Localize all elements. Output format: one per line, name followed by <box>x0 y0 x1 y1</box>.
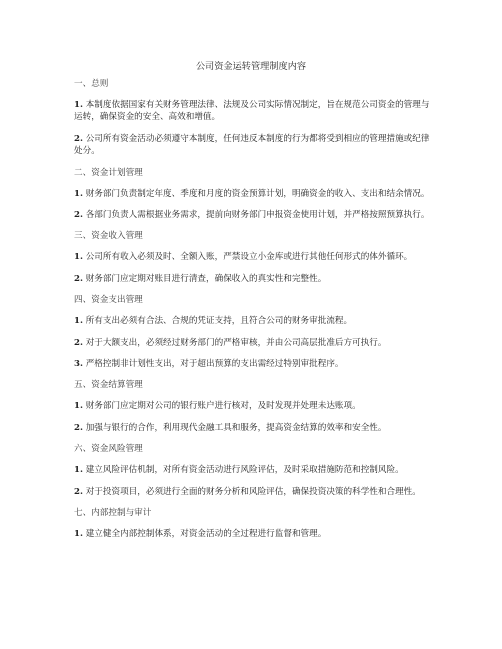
section-heading: 六、资金风险管理 <box>74 444 143 455</box>
item-number: 1. <box>74 465 83 476</box>
item-text: 财务部门应定期对公司的银行账户进行核对，及时发现并处理未达账项。 <box>82 401 361 412</box>
paragraph <box>74 464 434 476</box>
item-number: 1. <box>74 401 83 412</box>
section-heading: 一、总则 <box>74 79 109 89</box>
paragraph <box>74 422 434 434</box>
item-number: 1. <box>74 252 83 263</box>
item-number: 2. <box>74 273 83 284</box>
paragraph <box>74 358 434 370</box>
item-number: 1. <box>74 316 83 327</box>
paragraph <box>74 528 434 540</box>
section-heading: 三、资金收入管理 <box>74 231 143 242</box>
document-title: 公司资金运转管理制度内容 <box>195 61 307 72</box>
item-number: 2. <box>74 337 83 348</box>
item-text: 财务部门负责制定年度、季度和月度的资金预算计划，明确资金的收入、支出和结余情况。 <box>82 188 430 199</box>
item-text: 公司所有收入必须及时、全额入账，严禁设立小金库或进行其他任何形式的体外循环。 <box>82 252 413 263</box>
section-heading: 五、资金结算管理 <box>74 380 143 391</box>
paragraph <box>74 273 434 285</box>
section-heading: 七、内部控制与审计 <box>74 508 152 519</box>
item-number: 2. <box>74 486 83 497</box>
paragraph <box>74 315 434 327</box>
item-number: 2. <box>74 133 83 144</box>
paragraph <box>74 337 434 349</box>
document-body <box>74 78 434 550</box>
paragraph <box>74 188 434 200</box>
paragraph <box>74 251 434 263</box>
paragraph <box>74 486 434 498</box>
item-number: 2. <box>74 422 83 433</box>
item-text: 建立健全内部控制体系，对资金活动的全过程进行监督和管理。 <box>82 529 327 540</box>
section-heading: 二、资金计划管理 <box>74 167 143 178</box>
section-heading: 四、资金支出管理 <box>74 295 143 306</box>
paragraph <box>74 209 434 221</box>
item-text: 对于投资项目，必须进行全面的财务分析和风险评估，确保投资决策的科学性和合理性。 <box>82 486 421 497</box>
item-text: 建立风险评估机制，对所有资金活动进行风险评估，及时采取措施防范和控制风险。 <box>82 465 404 476</box>
item-text: 公司所有资金活动必须遵守本制度，任何违反本制度的行为都将受到相应的管理措施或纪律处分。 <box>74 133 430 157</box>
item-text: 所有支出必须有合法、合规的凭证支持，且符合公司的财务审批流程。 <box>82 316 353 327</box>
item-number: 1. <box>74 188 83 199</box>
item-text: 财务部门应定期对账目进行清查，确保收入的真实性和完整性。 <box>82 273 327 284</box>
item-number: 1. <box>74 529 83 540</box>
item-text: 对于大额支出，必须经过财务部门的严格审核，并由公司高层批准后方可执行。 <box>82 337 387 348</box>
paragraph <box>74 400 434 412</box>
item-text: 各部门负责人需根据业务需求，提前向财务部门申报资金使用计划，并严格按照预算执行。 <box>82 210 430 221</box>
item-number: 3. <box>74 359 83 370</box>
item-text: 严格控制非计划性支出，对于超出预算的支出需经过特别审批程序。 <box>82 359 344 370</box>
item-text: 加强与银行的合作，利用现代金融工具和服务，提高资金结算的效率和安全性。 <box>82 422 387 433</box>
item-number: 2. <box>74 210 83 221</box>
item-number: 1. <box>74 100 83 110</box>
paragraph <box>74 99 434 124</box>
paragraph <box>74 133 434 158</box>
item-text: 本制度依据国家有关财务管理法律、法规及公司实际情况制定，旨在规范公司资金的管理与运转，确保资金的安全、高效和增值。 <box>74 100 430 123</box>
